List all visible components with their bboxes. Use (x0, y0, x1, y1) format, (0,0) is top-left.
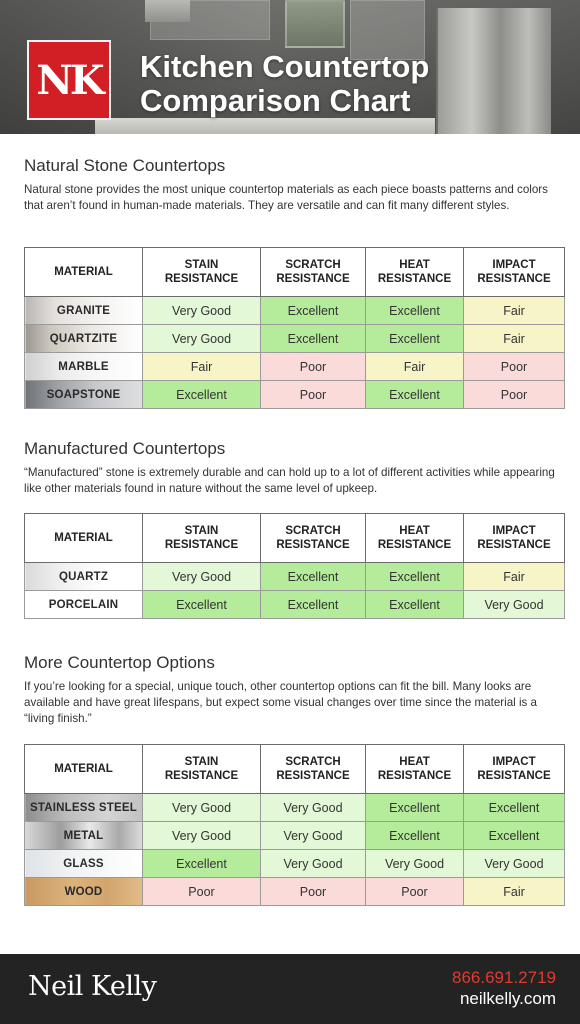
table-row (25, 794, 565, 822)
section-title: More Countertop Options (24, 653, 215, 672)
scratch-rating-cell: Excellent (261, 563, 366, 591)
impact-rating-cell: Very Good (464, 591, 565, 619)
material-cell: QUARTZ (25, 563, 143, 591)
scratch-rating-cell: Excellent (261, 297, 366, 325)
impact-resistance-header: IMPACT RESISTANCE (464, 745, 565, 794)
more-options-table (24, 744, 565, 906)
impact-rating-cell: Poor (464, 381, 565, 409)
table-header-row (25, 745, 565, 794)
impact-rating-cell: Excellent (464, 794, 565, 822)
manufactured-table (24, 513, 565, 619)
scratch-rating-cell: Poor (261, 353, 366, 381)
table-row (25, 591, 565, 619)
section-description: Natural stone provides the most unique countertop materials as each piece boasts patterns and colors that aren’t found in human-made materials. They are versatile and can fit many different styles. (24, 183, 548, 212)
stain-rating-cell: Very Good (143, 325, 261, 353)
heat-rating-cell: Excellent (366, 325, 464, 353)
material-header: MATERIAL (25, 248, 143, 297)
scratch-resistance-header: SCRATCH RESISTANCE (261, 745, 366, 794)
stain-rating-cell: Very Good (143, 297, 261, 325)
scratch-rating-cell: Excellent (261, 591, 366, 619)
stain-rating-cell: Fair (143, 353, 261, 381)
nk-logo[interactable] (27, 40, 111, 120)
natural-stone-table (24, 247, 565, 409)
website-link[interactable]: neilkelly.com (459, 989, 556, 1008)
heat-resistance-header: HEAT RESISTANCE (366, 248, 464, 297)
phone-number-link[interactable]: 866.691.2719 (452, 968, 556, 987)
stain-rating-cell: Excellent (143, 381, 261, 409)
scratch-resistance-header: SCRATCH RESISTANCE (261, 248, 366, 297)
heat-rating-cell: Excellent (366, 591, 464, 619)
heat-rating-cell: Fair (366, 353, 464, 381)
stain-rating-cell: Poor (143, 878, 261, 906)
material-header: MATERIAL (25, 745, 143, 794)
table-row (25, 325, 565, 353)
table-row (25, 563, 565, 591)
stain-rating-cell: Excellent (143, 591, 261, 619)
section-more-options (24, 653, 564, 727)
material-cell: PORCELAIN (25, 591, 143, 619)
impact-rating-cell: Poor (464, 353, 565, 381)
section-title: Manufactured Countertops (24, 439, 226, 458)
impact-rating-cell: Excellent (464, 822, 565, 850)
heat-resistance-header: HEAT RESISTANCE (366, 745, 464, 794)
scratch-resistance-header: SCRATCH RESISTANCE (261, 514, 366, 563)
material-cell: METAL (25, 822, 143, 850)
countertop-image (95, 118, 435, 134)
heat-resistance-header: HEAT RESISTANCE (366, 514, 464, 563)
table-row (25, 822, 565, 850)
material-cell: STAINLESS STEEL (25, 794, 143, 822)
stain-rating-cell: Very Good (143, 563, 261, 591)
table-row (25, 353, 565, 381)
material-cell: GRANITE (25, 297, 143, 325)
impact-resistance-header: IMPACT RESISTANCE (464, 248, 565, 297)
scratch-rating-cell: Very Good (261, 822, 366, 850)
material-cell: SOAPSTONE (25, 381, 143, 409)
impact-rating-cell: Fair (464, 297, 565, 325)
section-description: If you’re looking for a special, unique touch, other countertop options can fit the bill. Many looks are available and have great lifespans, but expect some visual changes over time since the material is a “living finish.” (24, 680, 537, 725)
stain-resistance-header: STAIN RESISTANCE (143, 514, 261, 563)
stain-rating-cell: Excellent (143, 850, 261, 878)
table-row (25, 381, 565, 409)
scratch-rating-cell: Excellent (261, 325, 366, 353)
material-cell: WOOD (25, 878, 143, 906)
heat-rating-cell: Poor (366, 878, 464, 906)
impact-resistance-header: IMPACT RESISTANCE (464, 514, 565, 563)
material-cell: QUARTZITE (25, 325, 143, 353)
scratch-rating-cell: Poor (261, 381, 366, 409)
section-description: “Manufactured” stone is extremely durable and can hold up to a lot of different activities while appearing like other materials found in nature without the same level of upkeep. (24, 466, 555, 495)
scratch-rating-cell: Very Good (261, 794, 366, 822)
section-natural-stone (24, 156, 564, 214)
impact-rating-cell: Very Good (464, 850, 565, 878)
impact-rating-cell: Fair (464, 325, 565, 353)
section-manufactured (24, 439, 564, 497)
header-banner (0, 0, 580, 134)
range-hood-image (145, 0, 190, 22)
footer (0, 954, 580, 1024)
window-image (285, 0, 345, 48)
table-row (25, 878, 565, 906)
logo-text: NK (36, 56, 102, 104)
heat-rating-cell: Excellent (366, 381, 464, 409)
neil-kelly-logo[interactable]: Neil Kelly (28, 971, 157, 1002)
stain-resistance-header: STAIN RESISTANCE (143, 248, 261, 297)
section-title: Natural Stone Countertops (24, 156, 226, 175)
table-header-row (25, 514, 565, 563)
stain-rating-cell: Very Good (143, 822, 261, 850)
impact-rating-cell: Fair (464, 563, 565, 591)
scratch-rating-cell: Very Good (261, 850, 366, 878)
table-row (25, 297, 565, 325)
page-title: Kitchen Countertop Comparison Chart (140, 49, 430, 118)
heat-rating-cell: Excellent (366, 297, 464, 325)
table-row (25, 850, 565, 878)
heat-rating-cell: Excellent (366, 794, 464, 822)
heat-rating-cell: Very Good (366, 850, 464, 878)
material-header: MATERIAL (25, 514, 143, 563)
stain-resistance-header: STAIN RESISTANCE (143, 745, 261, 794)
table-header-row (25, 248, 565, 297)
impact-rating-cell: Fair (464, 878, 565, 906)
material-cell: MARBLE (25, 353, 143, 381)
heat-rating-cell: Excellent (366, 563, 464, 591)
material-cell: GLASS (25, 850, 143, 878)
scratch-rating-cell: Poor (261, 878, 366, 906)
heat-rating-cell: Excellent (366, 822, 464, 850)
stain-rating-cell: Very Good (143, 794, 261, 822)
